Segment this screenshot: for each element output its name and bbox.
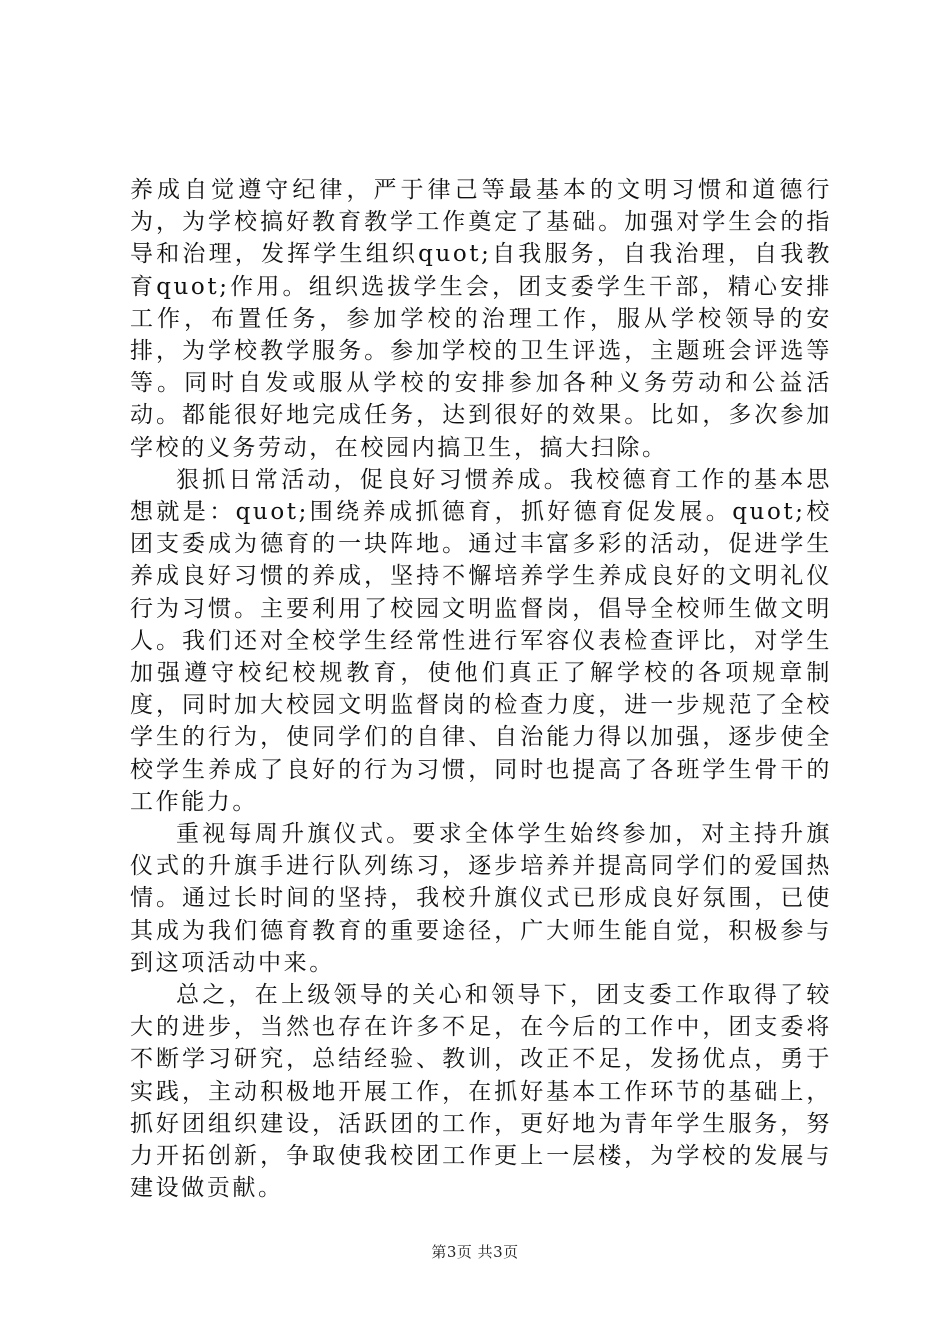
paragraph-2: 狠抓日常活动，促良好习惯养成。我校德育工作的基本思想就是：quot;围绕养成抓德育，抓好德育促发展。quot;校团支委成为德育的一块阵地。通过丰富多彩的活动，促进学生养成良好习惯的养成，坚持不懈培养学生养成良好的文明礼仪行为习惯。主要利用了校园文明监督岗，倡导全校师生做文明人。我们还对全校学生经常性进行军容仪表检查评比，对学生加强遵守校纪校规教育，使他们真正了解学校的各项规章制度，同时加大校园文明监督岗的检查力度，进一步规范了全校学生的行为，使同学们的自律、自治能力得以加强，逐步使全校学生养成了良好的行为习惯，同时也提高了各班学生骨干的工作能力。: [130, 466, 832, 815]
paragraph-3: 重视每周升旗仪式。要求全体学生始终参加，对主持升旗仪式的升旗手进行队列练习，逐步培养并提高同学们的爱国热情。通过长时间的坚持，我校升旗仪式已形成良好氛围，已使其成为我们德育教育的重要途径，广大师生能自觉，积极参与到这项活动中来。: [130, 821, 832, 976]
paragraph-4: 总之，在上级领导的关心和领导下，团支委工作取得了较大的进步，当然也存在许多不足，在今后的工作中，团支委将不断学习研究，总结经验、教训，改正不足，发扬优点，勇于实践，主动积极地开展工作，在抓好基本工作环节的基础上，抓好团组织建设，活跃团的工作，更好地为青年学生服务，努力开拓创新，争取使我校团工作更上一层楼，为学校的发展与建设做贡献。: [130, 982, 832, 1202]
document-body: [130, 174, 832, 1205]
page-number-footer: 第3页 共3页: [431, 1243, 519, 1261]
paragraph-1: 养成自觉遵守纪律，严于律己等最基本的文明习惯和道德行为，为学校搞好教育教学工作奠定了基础。加强对学生会的指导和治理，发挥学生组织quot;自我服务，自我治理，自我教育quot;作用。组织选拔学生会，团支委学生干部，精心安排工作，布置任务，参加学校的治理工作，服从学校领导的安排，为学校教学服务。参加学校的卫生评选，主题班会评选等等。同时自发或服从学校的安排参加各种义务劳动和公益活动。都能很好地完成任务，达到很好的效果。比如，多次参加学校的义务劳动，在校园内搞卫生，搞大扫除。: [130, 177, 832, 461]
